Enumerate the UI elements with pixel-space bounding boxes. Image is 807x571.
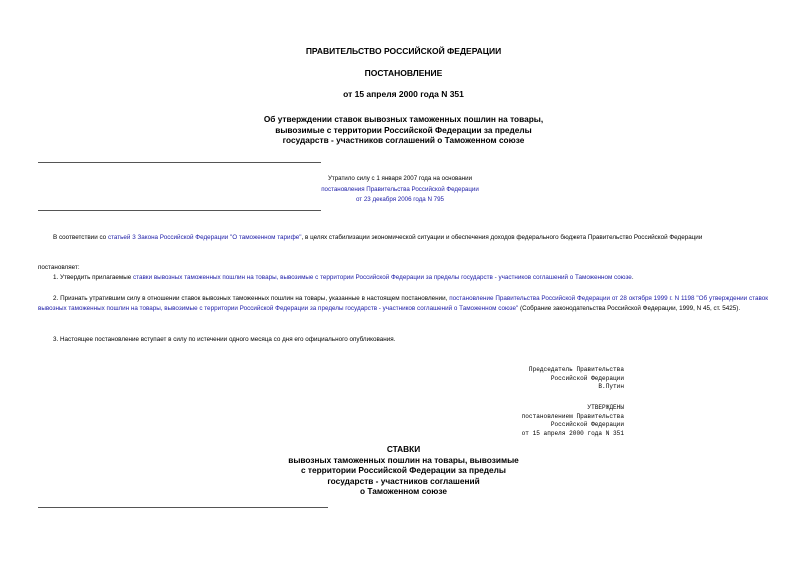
- approval-line: Российской Федерации: [550, 421, 624, 429]
- item-1: [38, 273, 768, 283]
- item-1-end: .: [631, 274, 634, 281]
- approval-block: [522, 404, 624, 438]
- decree-word: постановляет:: [38, 264, 80, 271]
- title-line: государств - участников соглашений о Таможенном союзе: [282, 135, 525, 145]
- item-2-end: (Собрание законодательства Российской Федерации, 1999, N 45, ст. 5425).: [518, 304, 741, 312]
- rates-title-line: государств - участников соглашений: [327, 475, 480, 486]
- preamble-text: В соответствии со: [53, 234, 108, 241]
- rates-annex-link[interactable]: ставки вывозных таможенных пошлин на товары, вывозимые с территории Российской Федерации за пределы государств - участников соглашений о Таможенном союзе: [133, 274, 632, 281]
- customs-tariff-law-link[interactable]: статьей 3 Закона Российской Федерации "О таможенном тарифе": [107, 234, 302, 241]
- item-3: 3. Настоящее постановление вступает в силу по истечении одного месяца со дня его официального опубликования.: [53, 336, 396, 343]
- approval-line: от 15 апреля 2000 года N 351: [521, 429, 624, 437]
- divider-rates: [38, 507, 328, 508]
- item-1-text: 1. Утвердить прилагаемые: [53, 274, 133, 281]
- document-type: ПОСТАНОВЛЕНИЕ: [364, 68, 443, 78]
- divider-top: [38, 162, 321, 163]
- preamble-text-end: , в целях стабилизации экономической ситуации и обеспечения доходов федерального бюджета Правительство Российской Федерации: [301, 234, 703, 241]
- approval-line: УТВЕРЖДЕНЫ: [587, 404, 624, 411]
- title-line: Об утверждении ставок вывозных таможенных пошлин на товары,: [263, 114, 544, 124]
- signature-line: Председатель Правительства: [528, 366, 624, 373]
- repeal-decree-date-link[interactable]: от 23 декабря 2006 года N 795: [356, 196, 444, 203]
- rates-title-line: о Таможенном союзе: [359, 486, 448, 496]
- approval-line: постановлением Правительства: [521, 412, 624, 420]
- item-2-text: 2. Признать утратившим силу в отношении ставок вывозных таможенных пошлин на товары, указанные в настоящем постановлении,: [53, 295, 450, 302]
- rates-title-line: с территории Российской Федерации за пределы: [300, 465, 506, 475]
- rates-title-line: вывозных таможенных пошлин на товары, вывозимые: [288, 454, 519, 465]
- document-title: [0, 114, 807, 146]
- status-note: [160, 174, 640, 206]
- signature-block: [529, 366, 624, 392]
- preamble-paragraph: [38, 233, 768, 243]
- status-note-text: Утратило силу с 1 января 2007 года на основании: [327, 175, 473, 182]
- title-line: вывозимые с территории Российской Федерации за пределы: [275, 124, 532, 135]
- rates-title: [0, 444, 807, 497]
- repeal-decree-link[interactable]: постановления Правительства Российской Федерации: [321, 185, 479, 193]
- document-date-number: от 15 апреля 2000 года N 351: [343, 89, 464, 99]
- government-heading: ПРАВИТЕЛЬСТВО РОССИЙСКОЙ ФЕДЕРАЦИИ: [305, 46, 502, 56]
- signature-line: В.Путин: [598, 383, 624, 391]
- divider-bottom: [38, 210, 321, 211]
- signature-line: Российской Федерации: [550, 374, 624, 382]
- item-2: [38, 294, 768, 313]
- rates-title-line: СТАВКИ: [386, 444, 421, 454]
- decree-1198-link[interactable]: постановление Правительства Российской Федерации от 28 октября 1999 г. N 1198 "Об утверждении ставок вывозных таможенных пошлин на товары, вывозимые с территории Российской Федерации за пределы государств - участников соглашений о Таможенном союзе": [38, 295, 768, 312]
